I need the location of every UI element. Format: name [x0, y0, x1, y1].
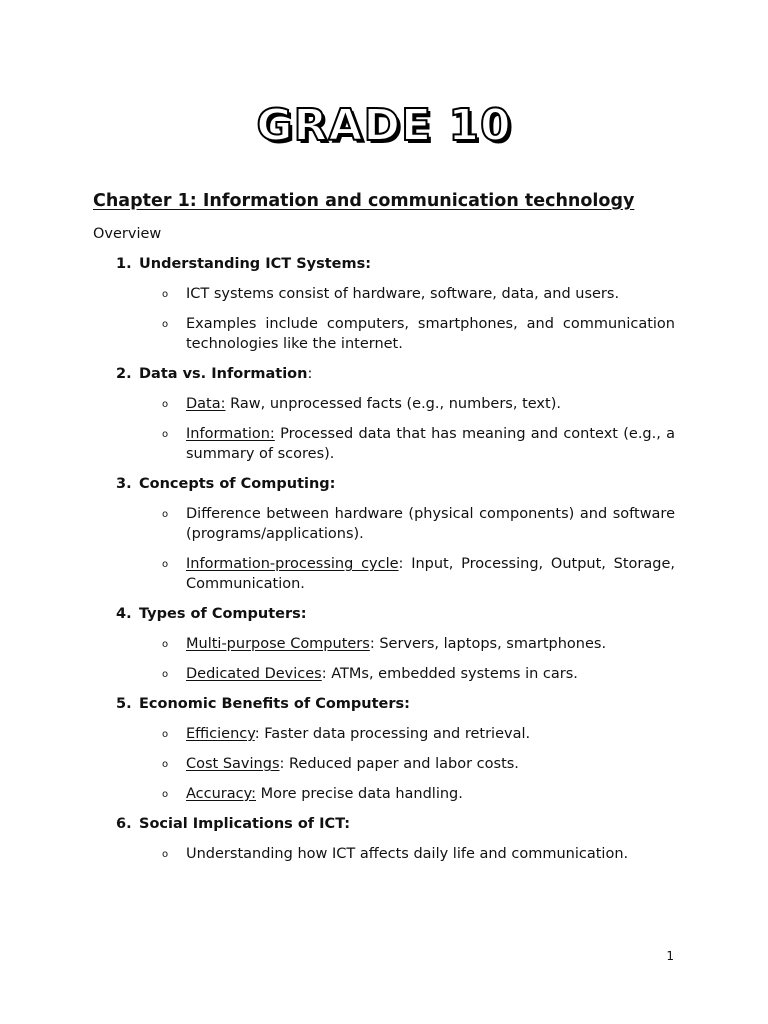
section-title-text: Concepts of Computing:: [139, 476, 336, 492]
overview-label: Overview: [93, 226, 162, 242]
bullet-term: Accuracy:: [186, 786, 257, 802]
bullet-term: Dedicated Devices: [186, 666, 322, 682]
bullet-term: Information-processing cycle: [186, 556, 399, 572]
bullet-text: [186, 284, 675, 304]
bullet-term: Efficiency: [186, 726, 255, 742]
bullet-description: : Reduced paper and labor costs.: [279, 756, 519, 772]
bullet-item: [0, 784, 768, 804]
bullet-text: [186, 634, 675, 654]
section-number: 2.: [116, 366, 132, 382]
bullet-term: Information:: [186, 426, 275, 442]
section-heading: [0, 604, 768, 624]
section-title-text: Types of Computers:: [139, 606, 307, 622]
bullet-item: [0, 284, 768, 304]
page-number: 1: [666, 949, 674, 963]
bullet-text: [186, 844, 675, 864]
bullet-circle-icon: o: [162, 789, 169, 800]
bullet-item: [0, 554, 768, 594]
bullet-text: [186, 554, 675, 594]
section-heading: [0, 254, 768, 274]
bullet-circle-icon: o: [162, 759, 169, 770]
bullet-item: [0, 504, 768, 544]
section-number: 5.: [116, 696, 132, 712]
section-title: [139, 694, 410, 714]
bullet-term: Cost Savings: [186, 756, 280, 772]
bullet-circle-icon: o: [162, 669, 169, 680]
section-title: [139, 474, 335, 494]
section-title: [139, 364, 312, 384]
bullet-text: [186, 424, 675, 464]
bullet-circle-icon: o: [162, 639, 169, 650]
section-number: 6.: [116, 816, 132, 832]
bullet-description: : Faster data processing and retrieval.: [254, 726, 531, 742]
bullet-term: Data:: [186, 396, 226, 412]
section-heading: [0, 814, 768, 834]
section-heading: [0, 474, 768, 494]
bullet-description: : ATMs, embedded systems in cars.: [321, 666, 578, 682]
section-title: [139, 604, 307, 624]
bullet-description: Raw, unprocessed facts (e.g., numbers, text).: [225, 396, 561, 412]
page-title: GRADE 10: [256, 100, 512, 151]
bullet-text: [186, 504, 675, 544]
bullet-description: Understanding how ICT affects daily life and communication.: [186, 846, 629, 862]
bullet-circle-icon: o: [162, 319, 169, 330]
bullet-text: [186, 394, 675, 414]
bullet-description: Difference between hardware (physical components) and software (programs/applications).: [186, 506, 675, 542]
section-title-text: Data vs. Information: [139, 366, 308, 382]
section-number: 1.: [116, 256, 132, 272]
bullet-circle-icon: o: [162, 509, 169, 520]
bullet-circle-icon: o: [162, 849, 169, 860]
section-title-suffix: :: [307, 366, 313, 382]
bullet-item: [0, 754, 768, 774]
bullet-item: [0, 314, 768, 354]
bullet-circle-icon: o: [162, 289, 169, 300]
bullet-circle-icon: o: [162, 429, 169, 440]
chapter-heading: Chapter 1: Information and communication technology: [93, 191, 635, 211]
section-title-text: Social Implications of ICT:: [139, 816, 351, 832]
bullet-text: [186, 754, 675, 774]
bullet-text: [186, 314, 675, 354]
section-list: [0, 254, 768, 874]
bullet-description: ICT systems consist of hardware, software, data, and users.: [186, 286, 620, 302]
section-title-text: Economic Benefits of Computers:: [139, 696, 410, 712]
bullet-item: [0, 664, 768, 684]
bullet-item: [0, 634, 768, 654]
section-heading: [0, 694, 768, 714]
bullet-description: More precise data handling.: [256, 786, 463, 802]
section-number: 4.: [116, 606, 132, 622]
bullet-description: : Input, Processing, Output, Storage, Communication.: [186, 556, 675, 592]
bullet-item: [0, 724, 768, 744]
bullet-item: [0, 424, 768, 464]
bullet-text: [186, 784, 675, 804]
section-title: [139, 254, 371, 274]
bullet-description: : Servers, laptops, smartphones.: [369, 636, 607, 652]
section-title: [139, 814, 350, 834]
bullet-term: Multi-purpose Computers: [186, 636, 370, 652]
bullet-description: Processed data that has meaning and context (e.g., a summary of scores).: [186, 426, 675, 462]
bullet-circle-icon: o: [162, 729, 169, 740]
section-heading: [0, 364, 768, 384]
bullet-text: [186, 664, 675, 684]
bullet-circle-icon: o: [162, 399, 169, 410]
bullet-text: [186, 724, 675, 744]
bullet-description: Examples include computers, smartphones, and communication technologies like the internet.: [186, 316, 675, 352]
bullet-item: [0, 844, 768, 864]
bullet-item: [0, 394, 768, 414]
section-number: 3.: [116, 476, 132, 492]
section-title-text: Understanding ICT Systems:: [139, 256, 372, 272]
bullet-circle-icon: o: [162, 559, 169, 570]
